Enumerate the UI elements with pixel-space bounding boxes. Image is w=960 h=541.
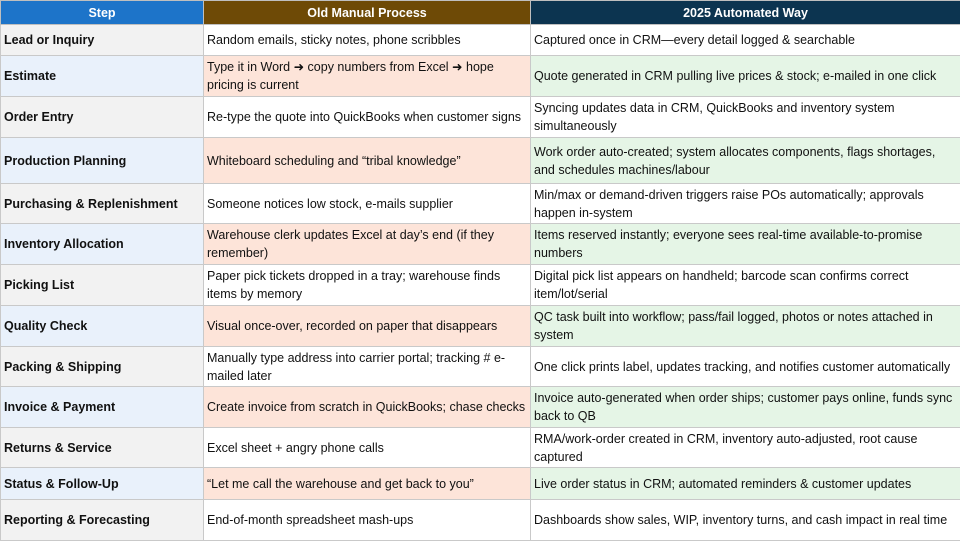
step-cell: Purchasing & Replenishment bbox=[1, 184, 204, 224]
automated-cell: Min/max or demand-driven triggers raise POs automatically; approvals happen in-system bbox=[531, 184, 960, 224]
automated-cell: Items reserved instantly; everyone sees real-time available-to-promise numbers bbox=[531, 224, 960, 265]
header-old-process: Old Manual Process bbox=[204, 1, 531, 25]
step-cell: Quality Check bbox=[1, 306, 204, 347]
old-process-cell: Warehouse clerk updates Excel at day’s end (if they remember) bbox=[204, 224, 531, 265]
automated-cell: QC task built into workflow; pass/fail logged, photos or notes attached in system bbox=[531, 306, 960, 347]
table-row bbox=[1, 224, 960, 265]
table-row bbox=[1, 468, 960, 500]
step-cell: Status & Follow-Up bbox=[1, 468, 204, 500]
old-process-cell: Excel sheet + angry phone calls bbox=[204, 428, 531, 468]
header-automated-way: 2025 Automated Way bbox=[531, 1, 960, 25]
step-cell: Order Entry bbox=[1, 97, 204, 138]
table-row bbox=[1, 97, 960, 138]
old-process-cell: Random emails, sticky notes, phone scribbles bbox=[204, 25, 531, 56]
table-row bbox=[1, 387, 960, 428]
table-row bbox=[1, 347, 960, 387]
step-cell: Estimate bbox=[1, 56, 204, 97]
old-process-cell: Create invoice from scratch in QuickBooks; chase checks bbox=[204, 387, 531, 428]
automated-cell: Work order auto-created; system allocates components, flags shortages, and schedules machines/labour bbox=[531, 138, 960, 184]
old-process-cell: Someone notices low stock, e-mails supplier bbox=[204, 184, 531, 224]
old-process-cell: Whiteboard scheduling and “tribal knowledge” bbox=[204, 138, 531, 184]
automated-cell: RMA/work-order created in CRM, inventory auto-adjusted, root cause captured bbox=[531, 428, 960, 468]
table-row bbox=[1, 428, 960, 468]
automated-cell: Dashboards show sales, WIP, inventory turns, and cash impact in real time bbox=[531, 500, 960, 541]
automated-cell: One click prints label, updates tracking, and notifies customer automatically bbox=[531, 347, 960, 387]
old-process-cell: End-of-month spreadsheet mash-ups bbox=[204, 500, 531, 541]
automated-cell: Invoice auto-generated when order ships; customer pays online, funds sync back to QB bbox=[531, 387, 960, 428]
step-cell: Picking List bbox=[1, 265, 204, 306]
old-process-cell: Paper pick tickets dropped in a tray; warehouse finds items by memory bbox=[204, 265, 531, 306]
step-cell: Returns & Service bbox=[1, 428, 204, 468]
table-row bbox=[1, 184, 960, 224]
automated-cell: Syncing updates data in CRM, QuickBooks and inventory system simultaneously bbox=[531, 97, 960, 138]
step-cell: Production Planning bbox=[1, 138, 204, 184]
old-process-cell: Type it in Word ➜ copy numbers from Excel ➜ hope pricing is current bbox=[204, 56, 531, 97]
automated-cell: Quote generated in CRM pulling live prices & stock; e-mailed in one click bbox=[531, 56, 960, 97]
old-process-cell: “Let me call the warehouse and get back to you” bbox=[204, 468, 531, 500]
step-cell: Lead or Inquiry bbox=[1, 25, 204, 56]
automated-cell: Live order status in CRM; automated reminders & customer updates bbox=[531, 468, 960, 500]
step-cell: Inventory Allocation bbox=[1, 224, 204, 265]
step-cell: Packing & Shipping bbox=[1, 347, 204, 387]
table-row bbox=[1, 265, 960, 306]
table-row bbox=[1, 500, 960, 541]
automated-cell: Digital pick list appears on handheld; barcode scan confirms correct item/lot/serial bbox=[531, 265, 960, 306]
header-step: Step bbox=[1, 1, 204, 25]
table-row bbox=[1, 25, 960, 56]
step-cell: Reporting & Forecasting bbox=[1, 500, 204, 541]
old-process-cell: Manually type address into carrier portal; tracking # e-mailed later bbox=[204, 347, 531, 387]
step-cell: Invoice & Payment bbox=[1, 387, 204, 428]
automated-cell: Captured once in CRM—every detail logged & searchable bbox=[531, 25, 960, 56]
header-row bbox=[1, 1, 960, 25]
table-row bbox=[1, 56, 960, 97]
table-row bbox=[1, 138, 960, 184]
old-process-cell: Re-type the quote into QuickBooks when customer signs bbox=[204, 97, 531, 138]
table-row bbox=[1, 306, 960, 347]
old-process-cell: Visual once-over, recorded on paper that disappears bbox=[204, 306, 531, 347]
